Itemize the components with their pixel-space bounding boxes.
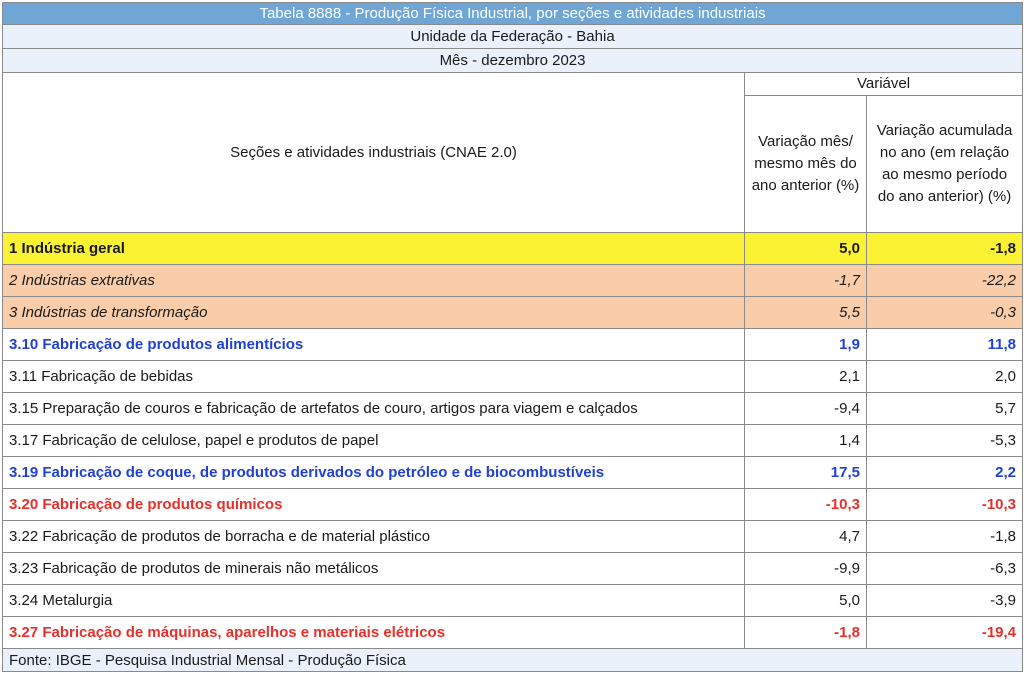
row-value-month: 5,0	[745, 233, 867, 265]
table-row	[3, 329, 1023, 361]
row-value-accumulated: -10,3	[867, 489, 1023, 521]
row-label: 3.19 Fabricação de coque, de produtos derivados do petróleo e de biocombustíveis	[3, 457, 745, 489]
row-value-month: 2,1	[745, 361, 867, 393]
row-value-accumulated: -3,9	[867, 585, 1023, 617]
table-row	[3, 233, 1023, 265]
data-table	[2, 2, 1023, 672]
row-label: 2 Indústrias extrativas	[3, 265, 745, 297]
table-row	[3, 393, 1023, 425]
row-value-accumulated: 2,0	[867, 361, 1023, 393]
row-label: 3.23 Fabricação de produtos de minerais não metálicos	[3, 553, 745, 585]
row-value-month: -9,9	[745, 553, 867, 585]
row-value-month: -9,4	[745, 393, 867, 425]
row-value-month: 4,7	[745, 521, 867, 553]
row-label: 3.24 Metalurgia	[3, 585, 745, 617]
row-label: 3.15 Preparação de couros e fabricação de artefatos de couro, artigos para viagem e calçados	[3, 393, 745, 425]
row-value-accumulated: -5,3	[867, 425, 1023, 457]
column-header-sections: Seções e atividades industriais (CNAE 2.0)	[3, 73, 745, 233]
table-row	[3, 489, 1023, 521]
row-value-accumulated: 5,7	[867, 393, 1023, 425]
column-header-accumulated-variation: Variação acumulada no ano (em relação ao mesmo período do ano anterior) (%)	[867, 96, 1023, 233]
row-value-accumulated: -1,8	[867, 521, 1023, 553]
table-row	[3, 425, 1023, 457]
row-label: 3.10 Fabricação de produtos alimentícios	[3, 329, 745, 361]
table-row	[3, 553, 1023, 585]
row-value-month: 5,5	[745, 297, 867, 329]
row-value-accumulated: -22,2	[867, 265, 1023, 297]
column-header-variable: Variável	[745, 73, 1023, 96]
row-label: 3 Indústrias de transformação	[3, 297, 745, 329]
row-value-accumulated: 11,8	[867, 329, 1023, 361]
row-value-month: 5,0	[745, 585, 867, 617]
table-row	[3, 297, 1023, 329]
row-label: 3.11 Fabricação de bebidas	[3, 361, 745, 393]
row-value-accumulated: -0,3	[867, 297, 1023, 329]
row-value-accumulated: -19,4	[867, 617, 1023, 649]
table-footer-source: Fonte: IBGE - Pesquisa Industrial Mensal - Produção Física	[3, 649, 1023, 672]
row-value-accumulated: 2,2	[867, 457, 1023, 489]
table-row	[3, 585, 1023, 617]
table-title: Tabela 8888 - Produção Física Industrial, por seções e atividades industriais	[3, 3, 1023, 25]
row-value-accumulated: -6,3	[867, 553, 1023, 585]
column-header-monthly-variation: Variação mês/ mesmo mês do ano anterior (%)	[745, 96, 867, 233]
table-row	[3, 361, 1023, 393]
row-value-month: -10,3	[745, 489, 867, 521]
row-value-month: -1,7	[745, 265, 867, 297]
row-label: 3.22 Fabricação de produtos de borracha e de material plástico	[3, 521, 745, 553]
row-value-accumulated: -1,8	[867, 233, 1023, 265]
table-subtitle-month: Mês - dezembro 2023	[3, 49, 1023, 73]
table-row	[3, 521, 1023, 553]
row-value-month: -1,8	[745, 617, 867, 649]
table-subtitle-uf: Unidade da Federação - Bahia	[3, 25, 1023, 49]
row-label: 1 Indústria geral	[3, 233, 745, 265]
row-label: 3.20 Fabricação de produtos químicos	[3, 489, 745, 521]
row-value-month: 1,4	[745, 425, 867, 457]
row-value-month: 1,9	[745, 329, 867, 361]
table-row	[3, 617, 1023, 649]
row-label: 3.27 Fabricação de máquinas, aparelhos e materiais elétricos	[3, 617, 745, 649]
row-label: 3.17 Fabricação de celulose, papel e produtos de papel	[3, 425, 745, 457]
row-value-month: 17,5	[745, 457, 867, 489]
table-row	[3, 265, 1023, 297]
table-row	[3, 457, 1023, 489]
